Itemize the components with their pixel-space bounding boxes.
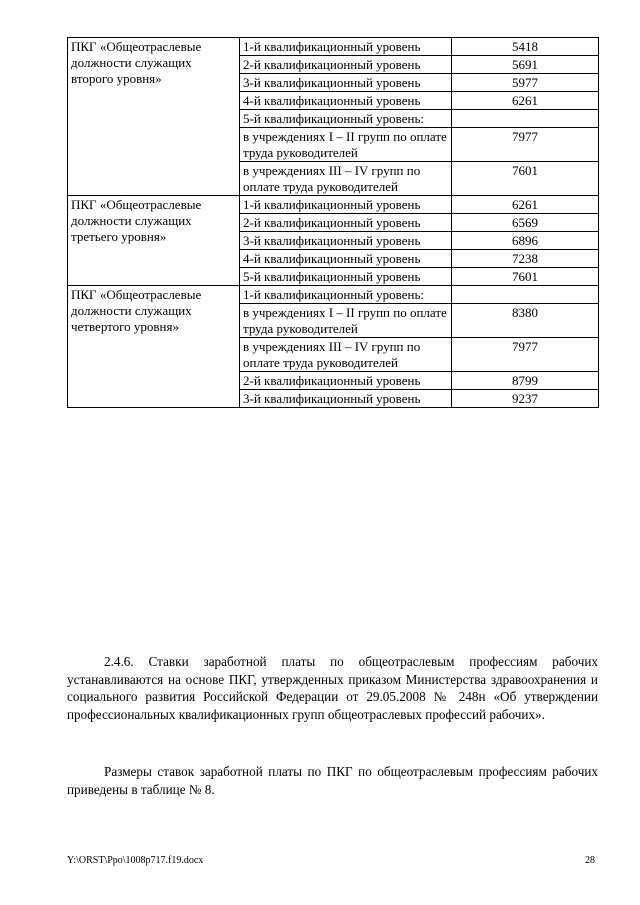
- level-cell: 2-й квалификационный уровень: [240, 214, 452, 232]
- level-cell: в учреждениях I – II групп по оплате труда руководителей: [240, 304, 452, 338]
- level-cell: 1-й квалификационный уровень: [240, 196, 452, 214]
- level-cell: в учреждениях I – II групп по оплате труда руководителей: [240, 128, 452, 162]
- level-cell: в учреждениях III – IV групп по оплате труда руководителей: [240, 338, 452, 372]
- paragraph-2-4-6: 2.4.6. Ставки заработной платы по общеотраслевым профессиям рабочих устанавливаются на основе ПКГ, утвержденных приказом Министерства здравоохранения и социального развития Российской Федерации от 29.05.2008 № 248н «Об утверждении профессиональных квалификационных групп общеотраслевых профессий рабочих».: [67, 654, 598, 722]
- level-cell: 4-й квалификационный уровень: [240, 92, 452, 110]
- salary-value-cell: [452, 110, 599, 128]
- level-cell: 1-й квалификационный уровень:: [240, 286, 452, 304]
- group-name-cell: ПКГ «Общеотраслевые должности служащих четвертого уровня»: [68, 286, 240, 408]
- salary-value-cell: 6261: [452, 92, 599, 110]
- table-row: [68, 286, 599, 304]
- level-cell: 4-й квалификационный уровень: [240, 250, 452, 268]
- salary-value-cell: 7977: [452, 338, 599, 372]
- level-cell: 5-й квалификационный уровень: [240, 268, 452, 286]
- group-name-cell: ПКГ «Общеотраслевые должности служащих третьего уровня»: [68, 196, 240, 286]
- footer-file-path: Y:\ORST\Ppo\1008p717.f19.docx: [67, 855, 204, 866]
- level-cell: 3-й квалификационный уровень: [240, 390, 452, 408]
- salary-value-cell: 7977: [452, 128, 599, 162]
- salary-value-cell: [452, 286, 599, 304]
- salary-value-cell: 6261: [452, 196, 599, 214]
- level-cell: 1-й квалификационный уровень: [240, 38, 452, 56]
- salary-value-cell: 5977: [452, 74, 599, 92]
- level-cell: 5-й квалификационный уровень:: [240, 110, 452, 128]
- group-name-cell: ПКГ «Общеотраслевые должности служащих второго уровня»: [68, 38, 240, 196]
- salary-value-cell: 6569: [452, 214, 599, 232]
- table-row: [68, 38, 599, 56]
- level-cell: 2-й квалификационный уровень: [240, 56, 452, 74]
- salary-table: [67, 37, 599, 408]
- salary-value-cell: 5418: [452, 38, 599, 56]
- salary-value-cell: 6896: [452, 232, 599, 250]
- salary-value-cell: 7238: [452, 250, 599, 268]
- salary-value-cell: 8380: [452, 304, 599, 338]
- salary-value-cell: 8799: [452, 372, 599, 390]
- salary-value-cell: 5691: [452, 56, 599, 74]
- salary-value-cell: 7601: [452, 268, 599, 286]
- salary-value-cell: 9237: [452, 390, 599, 408]
- page-number: 28: [585, 855, 595, 866]
- level-cell: в учреждениях III – IV групп по оплате труда руководителей: [240, 162, 452, 196]
- level-cell: 3-й квалификационный уровень: [240, 74, 452, 92]
- table-row: [68, 196, 599, 214]
- level-cell: 3-й квалификационный уровень: [240, 232, 452, 250]
- paragraph-table-8-note: Размеры ставок заработной платы по ПКГ по общеотраслевым профессиям рабочих приведены в таблице № 8.: [67, 764, 598, 797]
- salary-value-cell: 7601: [452, 162, 599, 196]
- level-cell: 2-й квалификационный уровень: [240, 372, 452, 390]
